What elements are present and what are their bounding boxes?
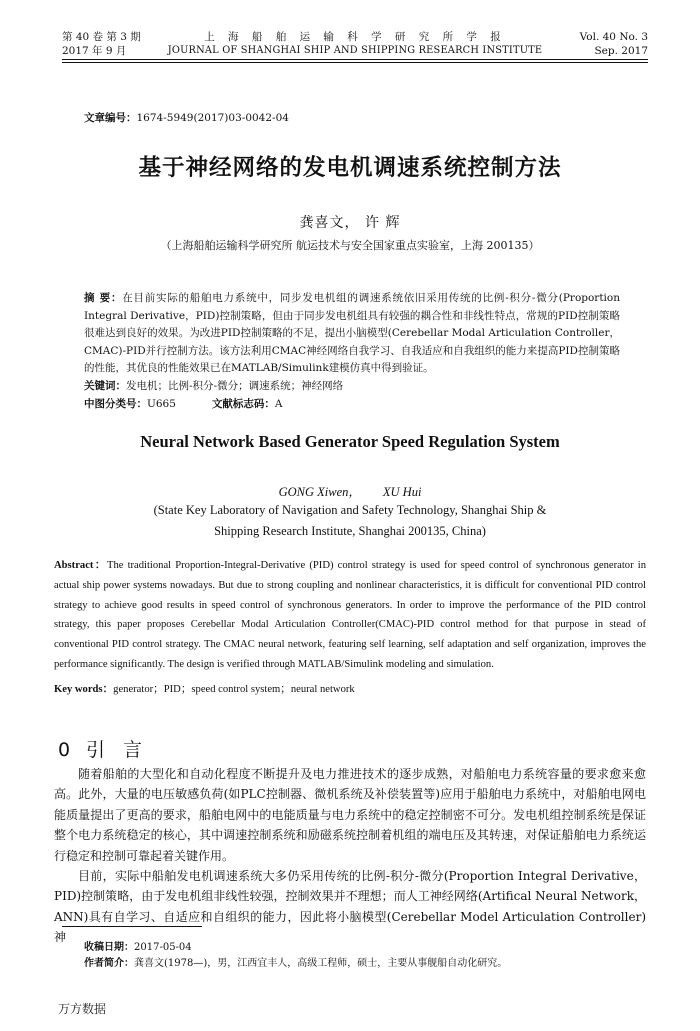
- header-vol-issue-cn: 第 40 卷 第 3 期: [62, 31, 141, 43]
- doc-code-label: 文献标志码：: [211, 398, 275, 410]
- affiliation-en: [0, 500, 700, 542]
- paragraph: 随着船舶的大型化和自动化程度不断提升及电力推进技术的逐步成熟，对船舶电力系统容量的要求愈来愈高。此外，大量的电压敏感负荷(如PLC控制器、微机系统及补偿装置等)应用于船舶电力系统中，对船舶电网电能质量提出了更高的要求，船舶电网中的电能质量与电力系统中的稳定控制密不可分。发电机组控制系统是保证整个电力系统稳定的核心，其中调速控制系统和励磁系统控制着机组的端电压及其转速，对保证船舶电力系统运行稳定和控制可靠起着关键作用。: [54, 767, 646, 863]
- affiliation-en-line1: (State Key Laboratory of Navigation and Safety Technology, Shanghai Ship &: [153, 503, 547, 517]
- keywords-en-label: Key words：: [54, 684, 114, 695]
- article-number-label: 文章编号：: [84, 112, 137, 124]
- abstract-en: [54, 556, 646, 675]
- clc-label: 中图分类号：: [84, 398, 147, 410]
- footnote-received: [84, 938, 192, 953]
- clc-value: U665: [147, 398, 176, 410]
- title-en: Neural Network Based Generator Speed Regulation System: [140, 432, 560, 451]
- keywords-cn: [84, 378, 343, 393]
- title-cn: 基于神经网络的发电机调速系统控制方法: [138, 155, 562, 181]
- authors-cn: 龚喜文， 许 辉: [299, 215, 401, 231]
- author-bio-text: 龚喜文(1978—)，男，江西宜丰人，高级工程师，硕士，主要从事舰船自动化研究。: [134, 958, 508, 969]
- section-heading: [58, 735, 160, 762]
- header-vol-issue-en: Vol. 40 No. 3: [579, 31, 648, 43]
- author-en-second: XU Hui: [382, 485, 422, 499]
- authors-en: [0, 482, 700, 500]
- received-date: 2017-05-04: [134, 942, 192, 953]
- header-right: [580, 30, 648, 58]
- keywords-en-text: generator；PID；speed control system；neural network: [113, 684, 355, 695]
- paragraph: 目前，实际中船舶发电机调速系统大多仍采用传统的比例-积分-微分(Proportion Integral Derivative，PID)控制策略，由于发电机组非线性较强，控制效果并不理想；而人工神经网络(Artifical Neural Network，ANN)具有自学习、自适应和自组织的能力，因此将小脑模型(Cerebellar Model Articulation Controller)神: [54, 869, 646, 945]
- running-header: [62, 30, 648, 70]
- affiliation-en-line2: Shipping Research Institute, Shanghai 200135, China): [214, 524, 486, 538]
- section-title: 引言: [86, 739, 161, 761]
- header-rule-thick: [62, 59, 648, 60]
- abstract-cn-label: 摘 要：: [84, 292, 123, 304]
- author-bio-label: 作者简介：: [84, 958, 134, 969]
- abstract-en-text: The traditional Proportion-Integral-Derivative (PID) control strategy is used for speed control of synchronous generator in actual ship power systems nowadays. But due to strong coupling and nonlinear characteristics, it is difficult for conventional PID control strategy to achieve good results in speed control of synchronous generators. In order to improve the performance of the PID control strategy, this paper proposes Cerebellar Modal Articulation Controller(CMAC)-PID control method for that purpose in stead of conventional PID control strategy. The CMAC neural network, featuring self learning, self adaptation and self organization, improves the performance significantly. The design is verified through MATLAB/Simulink modeling and simulation.: [54, 560, 646, 670]
- abstract-en-label: Abstract：: [54, 560, 107, 571]
- header-journal-cn: 上 海 船 舶 运 输 科 学 研 究 所 学 报: [204, 31, 506, 43]
- watermark: 万方数据: [58, 1002, 107, 1016]
- abstract-cn-text: 在目前实际的船舶电力系统中，同步发电机组的调速系统依旧采用传统的比例-积分-微分(Proportion Integral Derivative，PID)控制策略，但由于同步发电机组具有较强的耦合性和非线性特点，常规的PID控制策略很难达到良好的效果。为改进PID控制策略的不足，提出小脑模型(Cerebellar Modal Articulation Controller，CMAC)-PID并行控制方法。该方法利用CMAC神经网络自我学习、自我适应和自我组织的能力来提高PID控制策略的性能，其优良的性能效果已在MATLAB/Simulink建模仿真中得到验证。: [84, 292, 620, 375]
- doc-code-value: A: [274, 398, 283, 410]
- abstract-cn: [84, 290, 620, 378]
- header-journal-en: JOURNAL OF SHANGHAI SHIP AND SHIPPING RESEARCH INSTITUTE: [167, 45, 543, 56]
- article-number: [84, 110, 289, 125]
- header-center: [132, 30, 578, 58]
- footnote-rule: [62, 926, 202, 927]
- keywords-en: [54, 681, 355, 696]
- header-date-cn: 2017 年 9 月: [62, 45, 127, 57]
- classification-cn: [84, 396, 282, 411]
- section-number: 0: [58, 739, 71, 761]
- header-date-en: Sep. 2017: [594, 45, 648, 57]
- section-body: [54, 764, 646, 948]
- keywords-cn-text: 发电机；比例-积分-微分；调速系统；神经网络: [126, 380, 344, 392]
- article-number-value: 1674-5949(2017)03-0042-04: [136, 112, 289, 124]
- header-left: [62, 30, 141, 58]
- keywords-cn-label: 关键词：: [84, 380, 126, 392]
- received-label: 收稿日期：: [84, 942, 134, 953]
- footnote-author-bio: [84, 954, 507, 969]
- header-rule-thin: [62, 62, 648, 63]
- author-en-first: GONG Xiwen，: [278, 485, 361, 499]
- affiliation-cn: （上海船舶运输科学研究所 航运技术与安全国家重点实验室，上海 200135）: [160, 239, 540, 252]
